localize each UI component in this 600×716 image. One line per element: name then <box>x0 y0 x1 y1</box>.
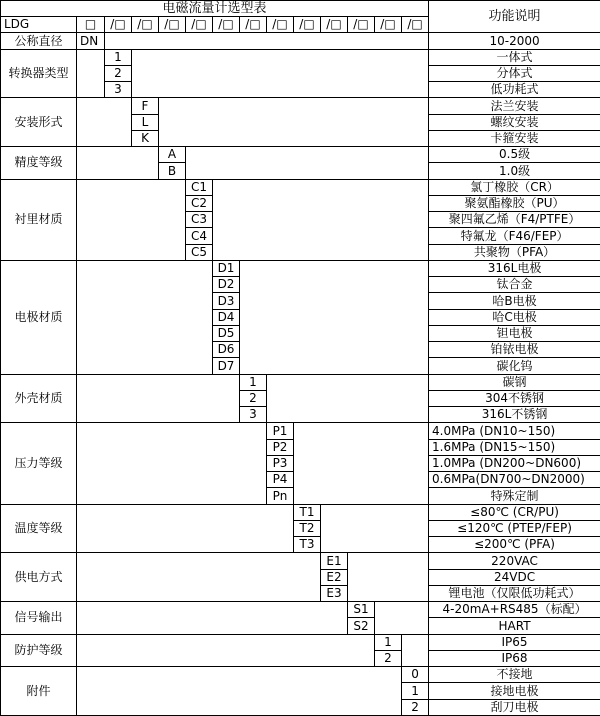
code-cell: C4 <box>186 228 213 244</box>
table-row <box>1 98 600 114</box>
description-cell: 分体式 <box>429 65 600 81</box>
description-cell: 一体式 <box>429 49 600 65</box>
slash-box-header: /□ <box>321 17 348 33</box>
description-cell: 0.6MPa(DN700~DN2000) <box>429 472 600 488</box>
slash-box-header: /□ <box>132 17 159 33</box>
slash-box-header: /□ <box>105 17 132 33</box>
section-label: 电极材质 <box>1 260 77 374</box>
code-cell: A <box>159 147 186 163</box>
blank-cell <box>77 374 240 423</box>
code-cell: D4 <box>213 309 240 325</box>
code-cell: 2 <box>240 390 267 406</box>
code-cell: 0 <box>402 667 429 683</box>
slash-box-header: /□ <box>213 17 240 33</box>
model-prefix: LDG <box>1 17 77 33</box>
blank-cell <box>402 634 429 667</box>
table-row <box>1 260 600 276</box>
description-cell: 304不锈钢 <box>429 390 600 406</box>
table-row <box>1 33 600 49</box>
description-cell: 316L不锈钢 <box>429 407 600 423</box>
code-cell: 3 <box>105 82 132 98</box>
section-label: 附件 <box>1 667 77 716</box>
blank-cell <box>77 634 375 667</box>
slash-box-header: /□ <box>294 17 321 33</box>
table-row <box>1 423 600 439</box>
code-cell: P2 <box>267 439 294 455</box>
code-cell: S1 <box>348 602 375 618</box>
title-row <box>1 1 600 17</box>
blank-cell <box>159 98 429 147</box>
code-cell: D2 <box>213 277 240 293</box>
code-cell: 1 <box>105 49 132 65</box>
code-cell: E3 <box>321 585 348 601</box>
blank-cell <box>186 147 429 180</box>
code-cell: 1 <box>375 634 402 650</box>
blank-cell <box>77 602 348 635</box>
description-cell: 聚四氟乙烯（F4/PTFE） <box>429 212 600 228</box>
code-cell: C2 <box>186 195 213 211</box>
code-cell: B <box>159 163 186 179</box>
slash-box-header: /□ <box>240 17 267 33</box>
description-cell: 法兰安装 <box>429 98 600 114</box>
slash-box-header: /□ <box>402 17 429 33</box>
blank-cell <box>105 33 429 49</box>
table-row <box>1 179 600 195</box>
description-cell: 铂铱电极 <box>429 342 600 358</box>
description-cell: 316L电极 <box>429 260 600 276</box>
table-row <box>1 147 600 163</box>
description-cell: 4.0MPa (DN10~150) <box>429 423 600 439</box>
description-cell: 共聚物（PFA） <box>429 244 600 260</box>
section-label: 转换器类型 <box>1 49 77 98</box>
description-cell: 0.5级 <box>429 147 600 163</box>
blank-cell <box>77 504 294 553</box>
code-cell: P3 <box>267 455 294 471</box>
slash-box-header: /□ <box>348 17 375 33</box>
description-cell: 1.0MPa (DN200~DN600) <box>429 455 600 471</box>
description-cell: 1.6MPa (DN15~150) <box>429 439 600 455</box>
section-label: 公称直径 <box>1 33 77 49</box>
blank-cell <box>77 179 186 260</box>
description-cell: 哈C电极 <box>429 309 600 325</box>
description-cell: 钛合金 <box>429 277 600 293</box>
description-cell: 24VDC <box>429 569 600 585</box>
section-label: 信号输出 <box>1 602 77 635</box>
code-cell: C3 <box>186 212 213 228</box>
code-cell: E1 <box>321 553 348 569</box>
description-cell: ≤120℃ (PTEP/FEP) <box>429 520 600 536</box>
table-row <box>1 49 600 65</box>
code-cell: 1 <box>402 683 429 699</box>
code-cell: DN <box>77 33 105 49</box>
code-cell: 3 <box>240 407 267 423</box>
blank-cell <box>348 553 429 602</box>
description-cell: 特殊定制 <box>429 488 600 504</box>
blank-cell <box>77 49 105 98</box>
code-cell: D3 <box>213 293 240 309</box>
blank-cell <box>77 260 213 374</box>
section-label: 安装形式 <box>1 98 77 147</box>
slash-box-header: /□ <box>267 17 294 33</box>
code-cell: 2 <box>105 65 132 81</box>
code-cell: F <box>132 98 159 114</box>
description-cell: ≤80℃ (CR/PU) <box>429 504 600 520</box>
code-cell: K <box>132 130 159 146</box>
description-cell: IP68 <box>429 650 600 666</box>
description-cell: 4-20mA+RS485（标配） <box>429 602 600 618</box>
code-cell: P4 <box>267 472 294 488</box>
blank-cell <box>267 374 429 423</box>
description-cell: 1.0级 <box>429 163 600 179</box>
section-label: 精度等级 <box>1 147 77 180</box>
blank-cell <box>77 553 321 602</box>
table-row <box>1 667 600 683</box>
blank-cell <box>375 602 429 635</box>
blank-cell <box>294 423 429 504</box>
code-cell: D7 <box>213 358 240 374</box>
code-cell: D6 <box>213 342 240 358</box>
description-cell: 聚氨酯橡胶（PU） <box>429 195 600 211</box>
code-cell: D5 <box>213 325 240 341</box>
code-cell: 1 <box>240 374 267 390</box>
description-cell: 10-2000 <box>429 33 600 49</box>
description-cell: ≤200℃ (PFA) <box>429 537 600 553</box>
section-label: 外壳材质 <box>1 374 77 423</box>
description-cell: 氯丁橡胶（CR） <box>429 179 600 195</box>
description-cell: 刮刀电极 <box>429 699 600 716</box>
table-row <box>1 602 600 618</box>
blank-cell <box>77 667 402 716</box>
code-cell: S2 <box>348 618 375 634</box>
code-cell: C5 <box>186 244 213 260</box>
description-cell: IP65 <box>429 634 600 650</box>
section-label: 防护等级 <box>1 634 77 667</box>
table-row <box>1 553 600 569</box>
blank-cell <box>132 49 429 98</box>
description-cell: 钽电极 <box>429 325 600 341</box>
table-row <box>1 374 600 390</box>
description-cell: 碳钢 <box>429 374 600 390</box>
code-cell: 2 <box>402 699 429 716</box>
code-cell: T3 <box>294 537 321 553</box>
slash-box-header: /□ <box>186 17 213 33</box>
description-cell: 哈B电极 <box>429 293 600 309</box>
table-row <box>1 634 600 650</box>
code-cell: D1 <box>213 260 240 276</box>
description-cell: 锂电池（仅限低功耗式） <box>429 585 600 601</box>
code-cell: P1 <box>267 423 294 439</box>
blank-cell <box>77 147 159 180</box>
code-cell: 2 <box>375 650 402 666</box>
description-cell: 卡箍安装 <box>429 130 600 146</box>
section-label: 供电方式 <box>1 553 77 602</box>
section-label: 温度等级 <box>1 504 77 553</box>
description-cell: 不接地 <box>429 667 600 683</box>
description-cell: HART <box>429 618 600 634</box>
table-title: 电磁流量计选型表 <box>1 1 429 17</box>
code-cell: E2 <box>321 569 348 585</box>
blank-cell <box>240 260 429 374</box>
slash-box-header: /□ <box>375 17 402 33</box>
blank-cell <box>77 423 267 504</box>
code-cell: Pn <box>267 488 294 504</box>
section-label: 压力等级 <box>1 423 77 504</box>
description-cell: 接地电极 <box>429 683 600 699</box>
description-cell: 低功耗式 <box>429 82 600 98</box>
code-cell: T2 <box>294 520 321 536</box>
description-cell: 220VAC <box>429 553 600 569</box>
code-box-header: □ <box>77 17 105 33</box>
description-cell: 碳化钨 <box>429 358 600 374</box>
description-cell: 螺纹安装 <box>429 114 600 130</box>
table-row <box>1 504 600 520</box>
code-cell: C1 <box>186 179 213 195</box>
code-cell: T1 <box>294 504 321 520</box>
code-cell: L <box>132 114 159 130</box>
slash-box-header: /□ <box>159 17 186 33</box>
section-label: 衬里材质 <box>1 179 77 260</box>
function-column-header: 功能说明 <box>429 1 600 33</box>
blank-cell <box>321 504 429 553</box>
blank-cell <box>77 98 132 147</box>
blank-cell <box>213 179 429 260</box>
description-cell: 特氟龙（F46/FEP） <box>429 228 600 244</box>
